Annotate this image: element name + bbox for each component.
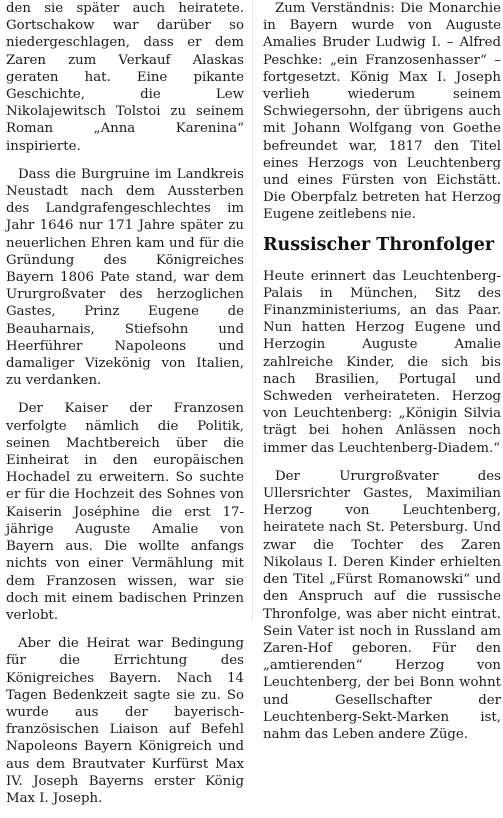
- paragraph: Zum Verständnis: Die Monarchie in Bayern wurde von Auguste Amalies Bruder Ludwig I. – Alfred Peschke: „ein Franzosenhasser“ – fortgesetzt. König Max I. Joseph verlieh wiederum seinem Schwiegersohn, der übrigens auch mit Johann Wolfgang von Goethe befreundet war, 1817 den Titel eines Herzogs von Leuchtenberg und eines Fürsten von Eichstätt. Die Oberpfalz betreten hat Herzog Eugene zeitlebens nie.: [263, 1, 501, 223]
- right-column: [263, 0, 501, 754]
- paragraph: Der Ururgroßvater des Ullersrichter Gastes, Maximilian Herzog von Leuchtenberg, heiratete nach St. Petersburg. Und zwar die Tochter des Zaren Nikolaus I. Deren Kinder erhielten den Titel „Fürst Romanowski“ und den Anspruch auf die russische Thronfolge, was aber nicht eintrat. Sein Vater ist noch in Russland am Zaren-Hof geboren. Für den „amtierenden“ Herzog von Leuchtenberg, der bei Bonn wohnt und Gesellschafter der Leuchtenberg-Sekt-Marken ist, nahm das Leben andere Züge.: [263, 468, 501, 742]
- paragraph: Aber die Heirat war Bedingung für die Errichtung des Königreiches Bayern. Nach 14 Tagen Bedenkzeit sagte sie zu. So wurde aus der bayerisch-französischen Liaison auf Befehl Napoleons Bayern Königreich und aus dem Brautvater Kurfürst Max IV. Joseph Bayerns erster König Max I. Joseph.: [6, 636, 244, 806]
- paragraph: Heute erinnert das Leuchtenberg-Palais in München, Sitz des Finanzministeriums, an das Paar. Nun hatten Herzog Eugene und Herzogin Auguste Amalie zahlreiche Kinder, die sich bis nach Brasilien, Portugal und Schweden verheirateten. Herzog von Leuchtenberg: „Königin Silvia trägt bei hohen Anlässen noch immer das Leuchtenberg-Diadem.“: [263, 268, 501, 456]
- section-subheading: Russischer Thronfolger: [263, 234, 495, 255]
- left-column: [6, 0, 244, 818]
- paragraph: Der Kaiser der Franzosen verfolgte nämlich die Politik, seinen Machtbereich über die Einheirat in den europäischen Hochadel zu erweitern. So suchte er für die Hochzeit des Sohnes von Kaiserin Joséphine die erst 17-jährige Auguste Amalie von Bayern aus. Die wollte anfangs nichts von einer Vermählung mit dem Franzosen wissen, war sie doch mit einem badischen Prinzen verlobt.: [6, 401, 244, 623]
- paragraph: den sie später auch heiratete. Gortschakow war darüber so niedergeschlagen, dass er dem Zaren zum Verkauf Alaskas geraten hat. Eine pikante Geschichte, die Lew Nikolajewitsch Tolstoi zu seinem Roman „Anna Karenina“ inspirierte.: [6, 1, 244, 154]
- column-divider: [252, 0, 253, 621]
- paragraph: Dass die Burgruine im Landkreis Neustadt nach dem Aussterben des Landgrafengeschlechtes im Jahr 1646 nur 171 Jahre später zu neuerlichen Ehren kam und für die Gründung des Königreiches Bayern 1806 Pate stand, war dem Ururgroßvater des herzoglichen Gastes, Prinz Eugene de Beauharnais, Stiefsohn und Heerführer Napoleons und damaliger Vizekönig von Italien, zu verdanken.: [6, 166, 244, 389]
